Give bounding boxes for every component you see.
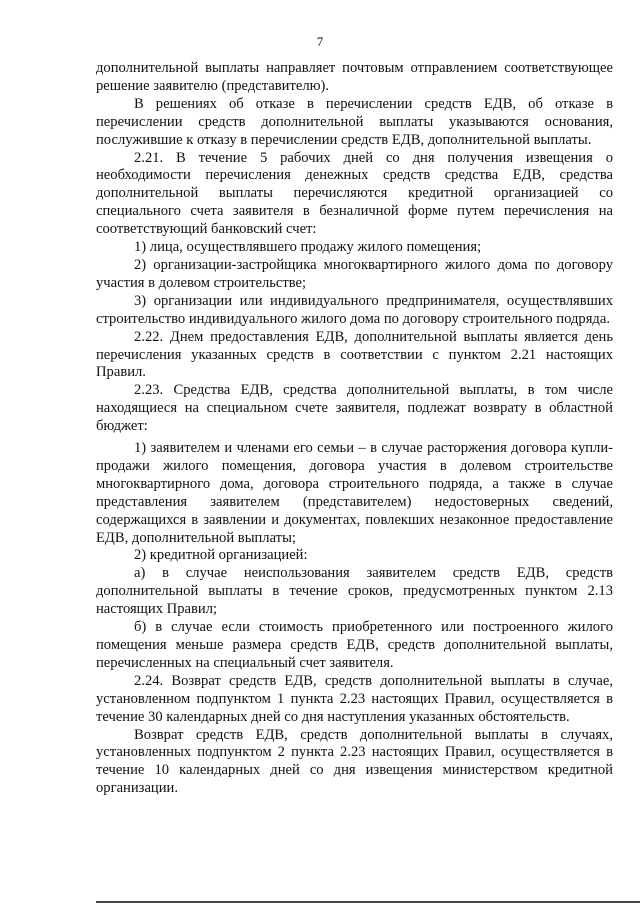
- list-item-2-21-2: 2) организации-застройщика многоквартирного жилого дома по договору участия в долевом строительстве;: [96, 256, 613, 291]
- paragraph-continuation: дополнительной выплаты направляет почтовым отправлением соответствующее решение заявителю (представителю).: [96, 60, 613, 94]
- list-item-2-21-3: 3) организации или индивидуального предпринимателя, осуществлявших строительство индивидуального жилого дома по договору строительного подряда.: [96, 292, 613, 327]
- paragraph-2-24: 2.24. Возврат средств ЕДВ, средств дополнительной выплаты в случае, установленном подпунктом 1 пункта 2.23 настоящих Правил, осуществляется в течение 30 календарных дней со дня наступления указанных обстоятельств.: [96, 672, 613, 725]
- paragraph-2-22: 2.22. Днем предоставления ЕДВ, дополнительной выплаты является день перечисления указанных средств в соответствии с пунктом 2.21 настоящих Правил.: [96, 328, 613, 381]
- page-number: 7: [316, 34, 324, 49]
- paragraph-2-23: 2.23. Средства ЕДВ, средства дополнительной выплаты, в том числе находящиеся на специальном счете заявителя, подлежат возврату в областной бюджет:: [96, 382, 613, 435]
- list-item-2-23-2-a: а) в случае неиспользования заявителем средств ЕДВ, средств дополнительной выплаты в течение сроков, предусмотренных пунктом 2.13 настоящих Правил;: [96, 565, 613, 618]
- list-item-2-23-1: 1) заявителем и членами его семьи – в случае расторжения договора купли-продажи жилого помещения, договора участия в долевом строительстве многоквартирного дома, договора строительного подряда, а также в случае представления заявителем (представителем) недостоверных сведений, содержащихся в заявлении и документах, повлекших незаконное предоставление ЕДВ, дополнительной выплаты;: [96, 440, 613, 546]
- list-item-2-23-2: 2) кредитной организацией:: [134, 547, 308, 564]
- paragraph-return-10-days: Возврат средств ЕДВ, средств дополнительной выплаты в случаях, установленных подпунктом 2 пункта 2.23 настоящих Правил, осуществляется в течение 10 календарных дней со дня извещения министерством кредитной организации.: [96, 726, 613, 797]
- paragraph-refusal-grounds: В решениях об отказе в перечислении средств ЕДВ, об отказе в перечислении средств дополнительной выплаты указываются основания, послужившие к отказу в перечислении средств ЕДВ, дополнительной выплаты.: [96, 95, 613, 148]
- scan-bottom-edge: [96, 901, 640, 903]
- paragraph-2-21: 2.21. В течение 5 рабочих дней со дня получения извещения о необходимости перечисления денежных средств средства ЕДВ, средства дополнительной выплаты перечисляются кредитной организацией со специального счета заявителя в безналичной форме путем перечисления на соответствующий банковский счет:: [96, 149, 613, 238]
- document-body: [96, 60, 613, 798]
- list-item-2-23-2-b: б) в случае если стоимость приобретенного или построенного жилого помещения меньше размера средств ЕДВ, средств дополнительной выплаты, перечисленных на специальный счет заявителя.: [96, 619, 613, 671]
- list-item-2-21-1: 1) лица, осуществлявшего продажу жилого помещения;: [134, 239, 482, 256]
